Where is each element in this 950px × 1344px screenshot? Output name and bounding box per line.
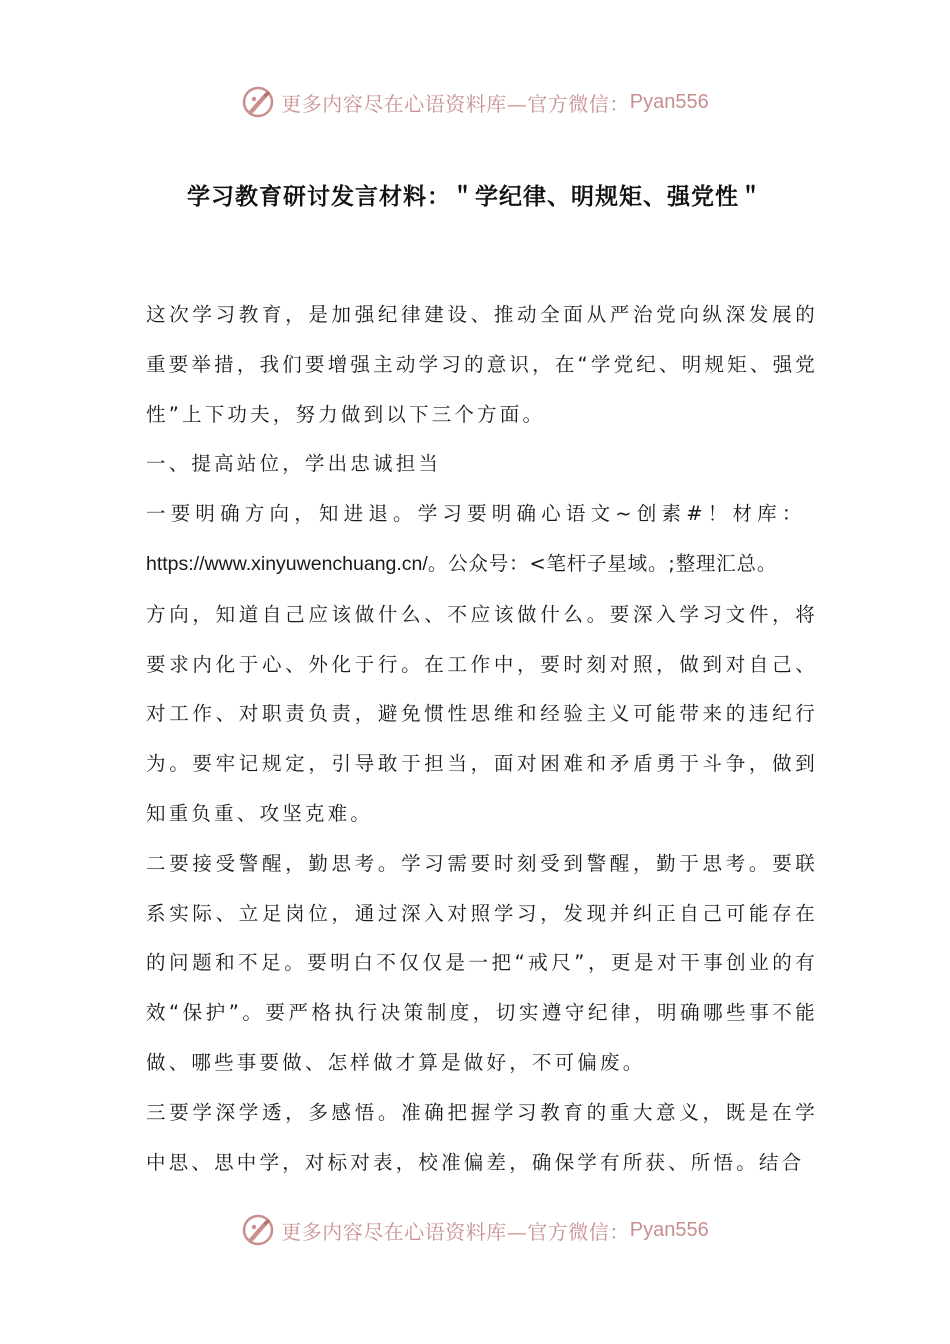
- paragraph-item-1-lead: 一要明确方向，知进退。学习要明确心语文~创素#！材库：: [146, 502, 807, 526]
- watermark-wechat-id: Pyan556: [629, 90, 709, 113]
- source-url-link[interactable]: https://www.xinyuwenchuang.cn/: [146, 552, 428, 575]
- pen-logo-icon: [241, 1213, 275, 1247]
- watermark-footer: [0, 1210, 950, 1250]
- paragraph-item-2: 二要接受警醒，勤思考。学习需要时刻受到警醒，勤于思考。要联系实际、立足岗位，通过深入对照学习，发现并纠正自己可能存在的问题和不足。要明白不仅仅是一把“戒尺”，更是对干事创业的有效“保护”。要严格执行决策制度，切实遵守纪律，明确哪些事不能做、哪些事要做、怎样做才算是做好，不可偏废。: [146, 851, 818, 1074]
- watermark-wechat-id: Pyan556: [629, 1218, 709, 1241]
- pen-logo-icon: [241, 85, 275, 119]
- watermark-text: 更多内容尽在心语资料库—官方微信：: [281, 1219, 630, 1244]
- document-title: 学习教育研讨发言材料：＂学纪律、明规矩、强党性＂: [187, 184, 763, 210]
- paragraph-item-1-body: 方向，知道自己应该做什么、不应该做什么。要深入学习文件，将要求内化于心、外化于行。在工作中，要时刻对照，做到对自己、对工作、对职责负责，避免惯性思维和经验主义可能带来的违纪行为。要牢记规定，引导敢于担当，面对困难和矛盾勇于斗争，做到知重负重、攻坚克难。: [146, 602, 818, 825]
- document-body: [146, 290, 818, 1187]
- paragraph-intro: 这次学习教育，是加强纪律建设、推动全面从严治党向纵深发展的重要举措，我们要增强主动学习的意识，在“学党纪、明规矩、强党性”上下功夫，努力做到以下三个方面。: [146, 303, 818, 426]
- paragraph-item-3: 三要学深学透，多感悟。准确把握学习教育的重大意义，既是在学中思、思中学，对标对表，校准偏差，确保学有所获、所悟。结合: [146, 1100, 818, 1174]
- watermark-header: [0, 82, 950, 122]
- watermark-text: 更多内容尽在心语资料库—官方微信：: [281, 91, 630, 116]
- paragraph-item-1-source: [146, 539, 818, 590]
- section-heading-1: 一、提高站位，学出忠诚担当: [146, 452, 442, 476]
- source-note: 。公众号：<笔杆子星域。;整理汇总。: [427, 551, 778, 575]
